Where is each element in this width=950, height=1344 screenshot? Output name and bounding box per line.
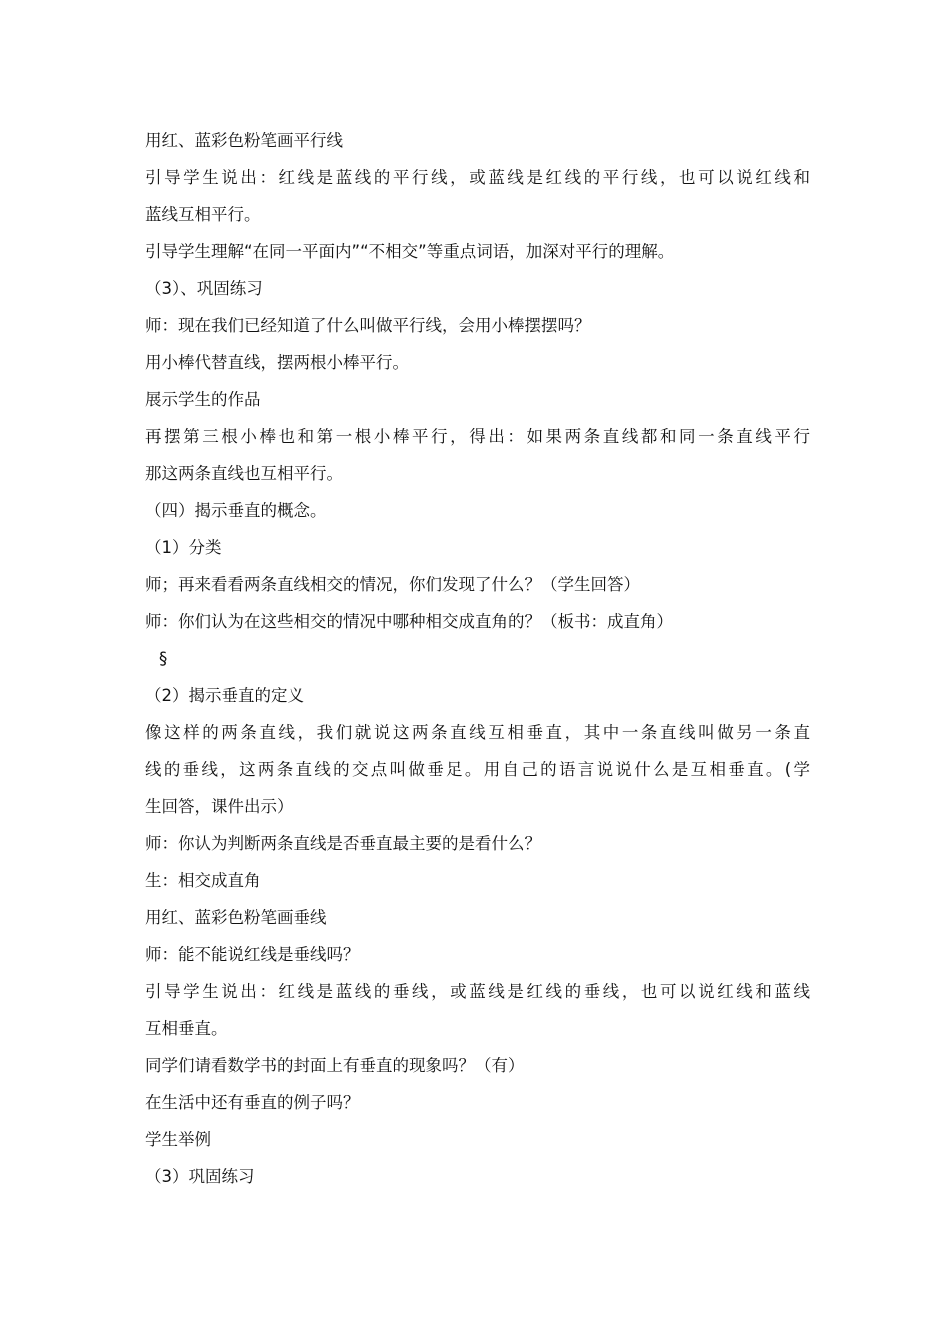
text-line: 用红、蓝彩色粉笔画平行线 [145, 131, 343, 150]
text-line: 像这样的两条直线，我们就说这两条直线互相垂直，其中一条直线叫做另一条直 [145, 723, 810, 742]
text-line: 那这两条直线也互相平行。 [145, 464, 343, 483]
text-line: 引导学生说出：红线是蓝线的垂线，或蓝线是红线的垂线，也可以说红线和蓝线 [145, 982, 810, 1001]
text-line: 生：相交成直角 [145, 871, 261, 890]
text-line: 互相垂直。 [145, 1019, 228, 1038]
text-line: 用小棒代替直线，摆两根小棒平行。 [145, 353, 409, 372]
text-line: 同学们请看数学书的封面上有垂直的现象吗？（有） [145, 1056, 525, 1075]
text-line: 学生举例 [145, 1130, 211, 1149]
text-line: 师：你认为判断两条直线是否垂直最主要的是看什么？ [145, 834, 541, 853]
text-line: 线的垂线，这两条直线的交点叫做垂足。用自己的语言说说什么是互相垂直。(学 [145, 760, 810, 779]
subsection-heading: （1）分类 [145, 538, 222, 557]
text-line: 在生活中还有垂直的例子吗？ [145, 1093, 360, 1112]
text-line: 展示学生的作品 [145, 390, 261, 409]
text-line: 师：能不能说红线是垂线吗？ [145, 945, 360, 964]
text-line: 引导学生说出：红线是蓝线的平行线，或蓝线是红线的平行线，也可以说红线和 [145, 168, 810, 187]
text-line: 师：你们认为在这些相交的情况中哪种相交成直角的？（板书：成直角） [145, 612, 673, 631]
subsection-heading: （2）揭示垂直的定义 [145, 686, 304, 705]
text-line: 引导学生理解“在同一平面内”“不相交”等重点词语，加深对平行的理解。 [145, 242, 675, 261]
section-mark: § [159, 649, 168, 668]
text-line: 用红、蓝彩色粉笔画垂线 [145, 908, 327, 927]
subsection-heading: （3）巩固练习 [145, 1167, 255, 1186]
text-line: 师；再来看看两条直线相交的情况，你们发现了什么？（学生回答） [145, 575, 640, 594]
text-line: 生回答，课件出示） [145, 797, 294, 816]
subsection-heading: （3）、巩固练习 [145, 279, 263, 298]
text-line: 师：现在我们已经知道了什么叫做平行线，会用小棒摆摆吗？ [145, 316, 591, 335]
text-line: 蓝线互相平行。 [145, 205, 261, 224]
text-line: 再摆第三根小棒也和第一根小棒平行，得出：如果两条直线都和同一条直线平行 [145, 427, 810, 446]
document-body [145, 122, 810, 1195]
section-heading: （四）揭示垂直的概念。 [145, 501, 327, 520]
